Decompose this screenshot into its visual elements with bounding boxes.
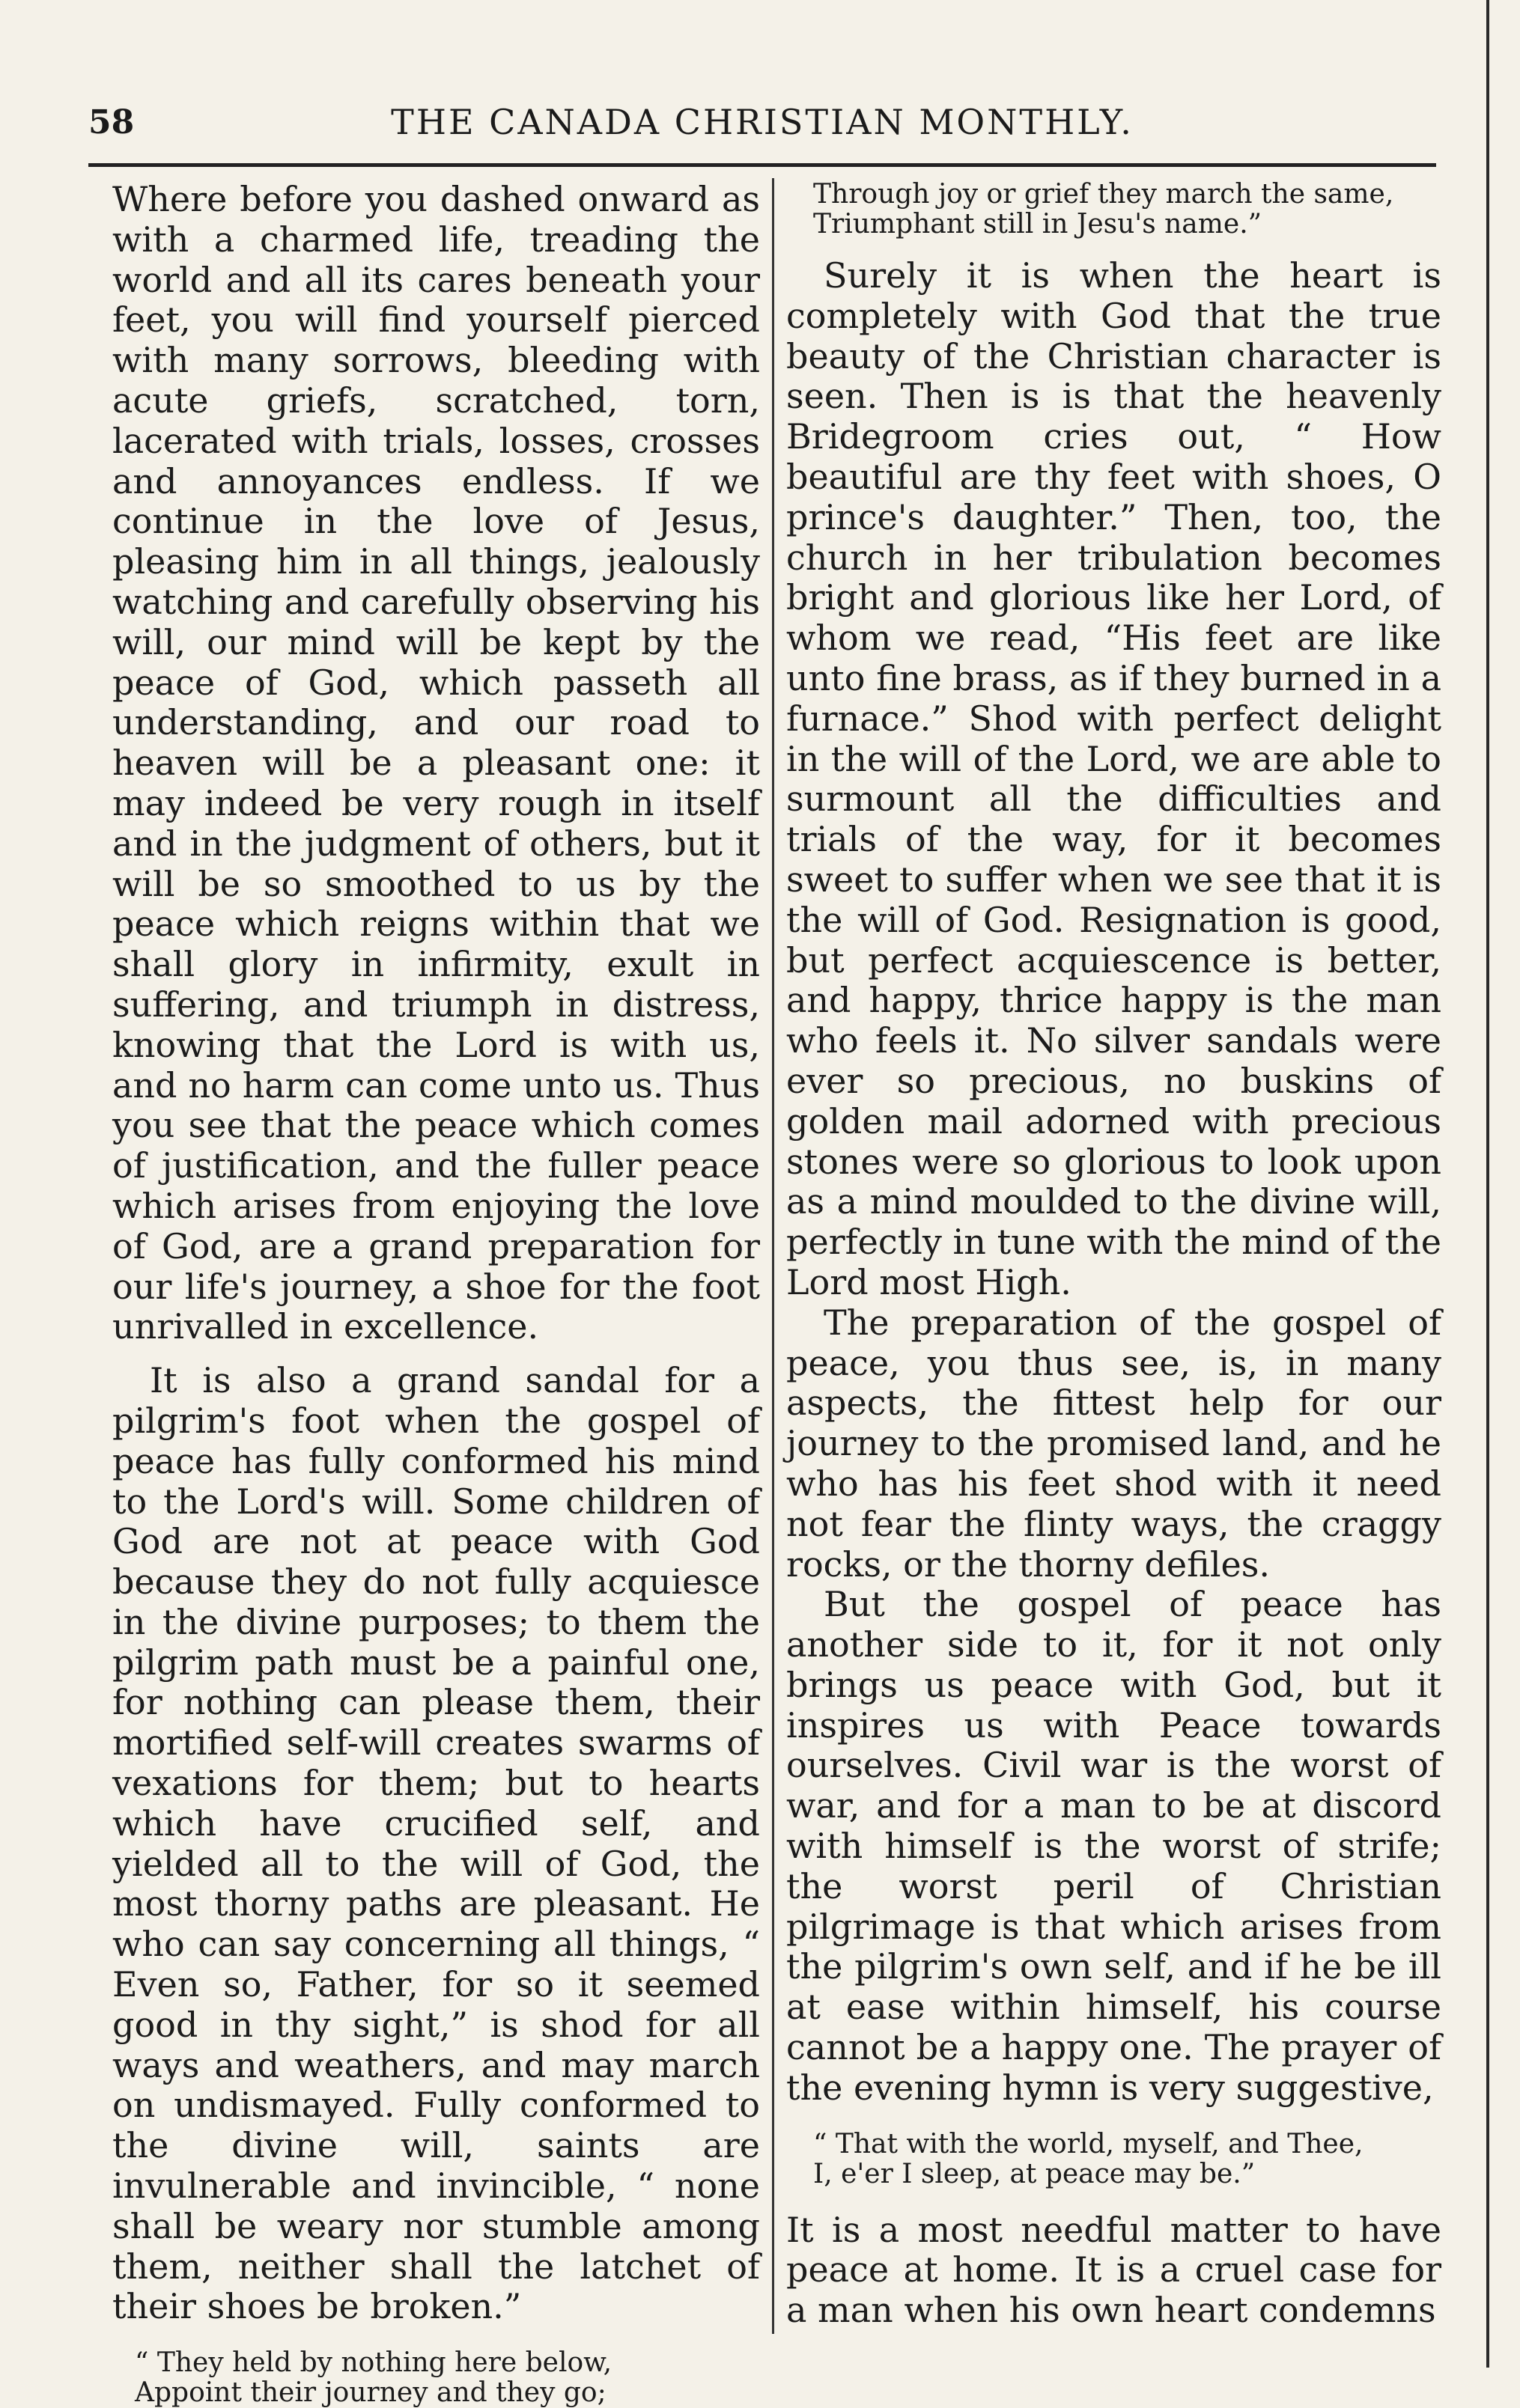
right-paragraph-3: But the gospel of peace has another side to it, for it not only brings us peace with God, but it inspires us with Peace towards ourselves. Civil war is the worst of war, and for a man to be at discord with himself is the worst of strife; the worst peril of Christian pilgrimage is that which arises from the pilgrim's own self, and if he be ill at ease within himself, his course cannot be a happy one. The prayer of the evening hymn is very suggestive, <box>786 1584 1441 2108</box>
right-paragraph-4: It is a most needful matter to have peace at home. It is a cruel case for a man when his own heart condemns <box>786 2209 1441 2331</box>
left-paragraph-2: It is also a grand sandal for a pilgrim's foot when the gospel of peace has fully conformed his mind to the Lord's will. Some children of God are not at peace with God because they do not fully acquiesce in the divine purposes; to them the pilgrim path must be a painful one, for nothing can please them, their mortified self-will creates swarms of vexations for them; but to hearts which have crucified self, and yielded all to the will of God, the most thorny paths are pleasant. He who can say concerning all things, “ Even so, Father, for so it seemed good in thy sight,” is shod for all ways and weathers, and may march on undismayed. Fully conformed to the divine will, saints are invulnerable and invincible, “ none shall be weary nor stumble among them, neither shall the latchet of their shoes be broken.” <box>112 1360 760 2327</box>
column-divider <box>772 178 774 2334</box>
page-number: 58 <box>88 103 135 141</box>
left-column <box>112 180 760 2408</box>
right-verse-quote-top: Through joy or grief they march the same, Triumphant still in Jesu's name.” <box>813 179 1394 240</box>
header-rule <box>88 163 1436 167</box>
right-paragraph-2: The preparation of the gospel of peace, you thus see, is, in many aspects, the fittest help for our journey to the promised land, and he who has his feet shod with it need not fear the flinty ways, the craggy rocks, or the thorny defiles. <box>786 1302 1441 1585</box>
running-title: THE CANADA CHRISTIAN MONTHLY. <box>391 102 1134 142</box>
binding-edge-rule <box>1486 0 1489 2368</box>
right-verse-quote-mid: “ That with the world, myself, and Thee, I, e'er I sleep, at peace may be.” <box>813 2128 1364 2189</box>
right-column <box>786 180 1441 2331</box>
left-paragraph-1: Where before you dashed onward as with a charmed life, treading the world and all its cares beneath your feet, you will find yourself pierced with many sorrows, bleeding with acute griefs, scratched, torn, lacerated with trials, losses, crosses and annoyances endless. If we continue in the love of Jesus, pleasing him in all things, jealously watching and carefully observing his will, our mind will be kept by the peace of God, which passeth all understanding, and our road to heaven will be a pleasant one: it may indeed be very rough in itself and in the judgment of others, but it will be so smoothed to us by the peace which reigns within that we shall glory in infirmity, exult in suffering, and triumph in distress, knowing that the Lord is with us, and no harm can come unto us. Thus you see that the peace which comes of justification, and the fuller peace which arises from enjoying the love of God, are a grand preparation for our life's journey, a shoe for the foot unrivalled in excellence. <box>112 179 760 1347</box>
page-header <box>88 96 1436 148</box>
right-paragraph-1: Surely it is when the heart is completely with God that the true beauty of the Christian character is seen. Then is is that the heavenly Bridegroom cries out, “ How beautiful are thy feet with shoes, O prince's daughter.” Then, too, the church in her tribulation becomes bright and glorious like her Lord, of whom we read, “His feet are like unto fine brass, as if they burned in a furnace.” Shod with perfect delight in the will of the Lord, we are able to surmount all the difficulties and trials of the way, for it becomes sweet to suffer when we see that it is the will of God. Resignation is good, but perfect acquiescence is better, and happy, thrice happy is the man who feels it. No silver sandals were ever so precious, no buskins of golden mail adorned with precious stones were so glorious to look upon as a mind moulded to the divine will, perfectly in tune with the mind of the Lord most High. <box>786 255 1441 1302</box>
left-verse-quote: “ They held by nothing here below, Appoint their journey and they go; <box>135 2347 612 2408</box>
